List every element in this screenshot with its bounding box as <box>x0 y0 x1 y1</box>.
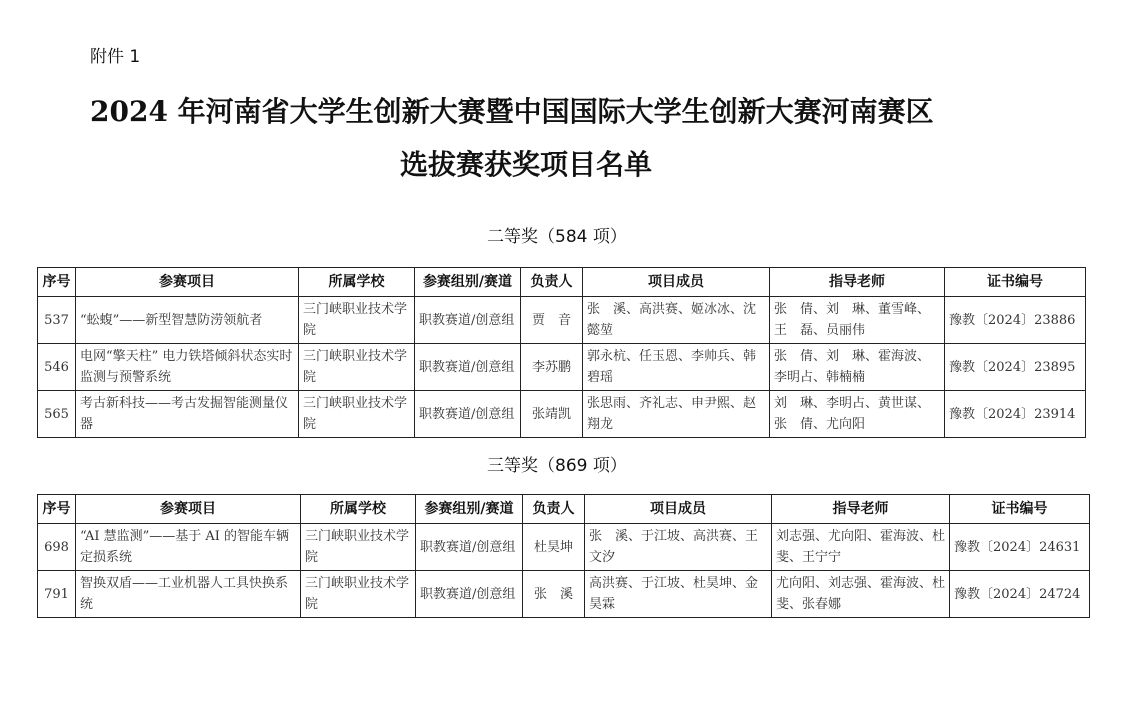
cell-track: 职教赛道/创意组 <box>416 571 523 618</box>
cell-no: 537 <box>38 297 76 344</box>
header-track: 参赛组别/赛道 <box>415 268 521 297</box>
cell-cert: 豫教〔2024〕24631 <box>950 524 1090 571</box>
cell-school: 三门峡职业技术学院 <box>301 524 416 571</box>
cell-project: “AI 慧监测”——基于 AI 的智能车辆定损系统 <box>76 524 301 571</box>
header-members: 项目成员 <box>585 495 772 524</box>
header-advisors: 指导老师 <box>772 495 950 524</box>
header-advisors: 指导老师 <box>770 268 945 297</box>
cell-track: 职教赛道/创意组 <box>415 297 521 344</box>
header-track: 参赛组别/赛道 <box>416 495 523 524</box>
cell-members: 张思雨、齐礼志、申尹熙、赵翔龙 <box>583 391 770 438</box>
header-members: 项目成员 <box>583 268 770 297</box>
table-header-row <box>38 495 1090 524</box>
cell-school: 三门峡职业技术学院 <box>299 391 415 438</box>
cell-advisors: 刘 琳、李明占、黄世谋、张 倩、尤向阳 <box>770 391 945 438</box>
cell-cert: 豫教〔2024〕23886 <box>945 297 1086 344</box>
cell-leader: 杜昊坤 <box>523 524 585 571</box>
attachment-label: 附件 1 <box>90 47 141 67</box>
header-cert: 证书编号 <box>945 268 1086 297</box>
table-row <box>38 524 1090 571</box>
cell-no: 546 <box>38 344 76 391</box>
cell-school: 三门峡职业技术学院 <box>299 344 415 391</box>
cell-advisors: 尤向阳、刘志强、霍海波、杜 斐、张春娜 <box>772 571 950 618</box>
cell-advisors: 张 倩、刘 琳、董雪峰、王 磊、员丽伟 <box>770 297 945 344</box>
cell-cert: 豫教〔2024〕23914 <box>945 391 1086 438</box>
cell-track: 职教赛道/创意组 <box>415 391 521 438</box>
cell-members: 张 溪、高洪赛、姬冰冰、沈懿堃 <box>583 297 770 344</box>
cell-cert: 豫教〔2024〕24724 <box>950 571 1090 618</box>
document-title-line-2: 选拔赛获奖项目名单 <box>400 148 653 181</box>
table-row <box>38 297 1086 344</box>
table-header-row <box>38 268 1086 297</box>
header-no: 序号 <box>38 495 76 524</box>
header-no: 序号 <box>38 268 76 297</box>
third-prize-heading: 三等奖（869 项） <box>487 456 627 476</box>
cell-no: 698 <box>38 524 76 571</box>
cell-advisors: 张 倩、刘 琳、霍海波、李明占、韩楠楠 <box>770 344 945 391</box>
cell-leader: 张 溪 <box>523 571 585 618</box>
cell-school: 三门峡职业技术学院 <box>299 297 415 344</box>
table-row <box>38 344 1086 391</box>
header-project: 参赛项目 <box>76 268 299 297</box>
second-prize-heading: 二等奖（584 项） <box>487 227 627 247</box>
cell-no: 791 <box>38 571 76 618</box>
cell-project: 考古新科技——考古发掘智能测量仪器 <box>76 391 299 438</box>
cell-track: 职教赛道/创意组 <box>416 524 523 571</box>
header-leader: 负责人 <box>521 268 583 297</box>
cell-leader: 贾 音 <box>521 297 583 344</box>
cell-advisors: 刘志强、尤向阳、霍海波、杜 斐、王宁宁 <box>772 524 950 571</box>
header-leader: 负责人 <box>523 495 585 524</box>
document-title-line-1: 2024 年河南省大学生创新大赛暨中国国际大学生创新大赛河南赛区 <box>90 95 934 128</box>
cell-track: 职教赛道/创意组 <box>415 344 521 391</box>
header-cert: 证书编号 <box>950 495 1090 524</box>
header-school: 所属学校 <box>301 495 416 524</box>
table-row <box>38 571 1090 618</box>
cell-cert: 豫教〔2024〕23895 <box>945 344 1086 391</box>
header-project: 参赛项目 <box>76 495 301 524</box>
header-school: 所属学校 <box>299 268 415 297</box>
table-row <box>38 391 1086 438</box>
cell-project: 智换双盾——工业机器人工具快换系统 <box>76 571 301 618</box>
third-prize-table <box>37 494 1090 618</box>
cell-members: 张 溪、于江坡、高洪赛、王文汐 <box>585 524 772 571</box>
cell-leader: 张靖凯 <box>521 391 583 438</box>
cell-members: 高洪赛、于江坡、杜昊坤、金昊霖 <box>585 571 772 618</box>
second-prize-table <box>37 267 1086 438</box>
cell-project: 电网“擎天柱” 电力铁塔倾斜状态实时监测与预警系统 <box>76 344 299 391</box>
cell-no: 565 <box>38 391 76 438</box>
cell-project: “蚣蝮”——新型智慧防涝领航者 <box>76 297 299 344</box>
cell-members: 郭永杭、任玉恩、李帅兵、韩碧瑶 <box>583 344 770 391</box>
cell-school: 三门峡职业技术学院 <box>301 571 416 618</box>
cell-leader: 李苏鹏 <box>521 344 583 391</box>
